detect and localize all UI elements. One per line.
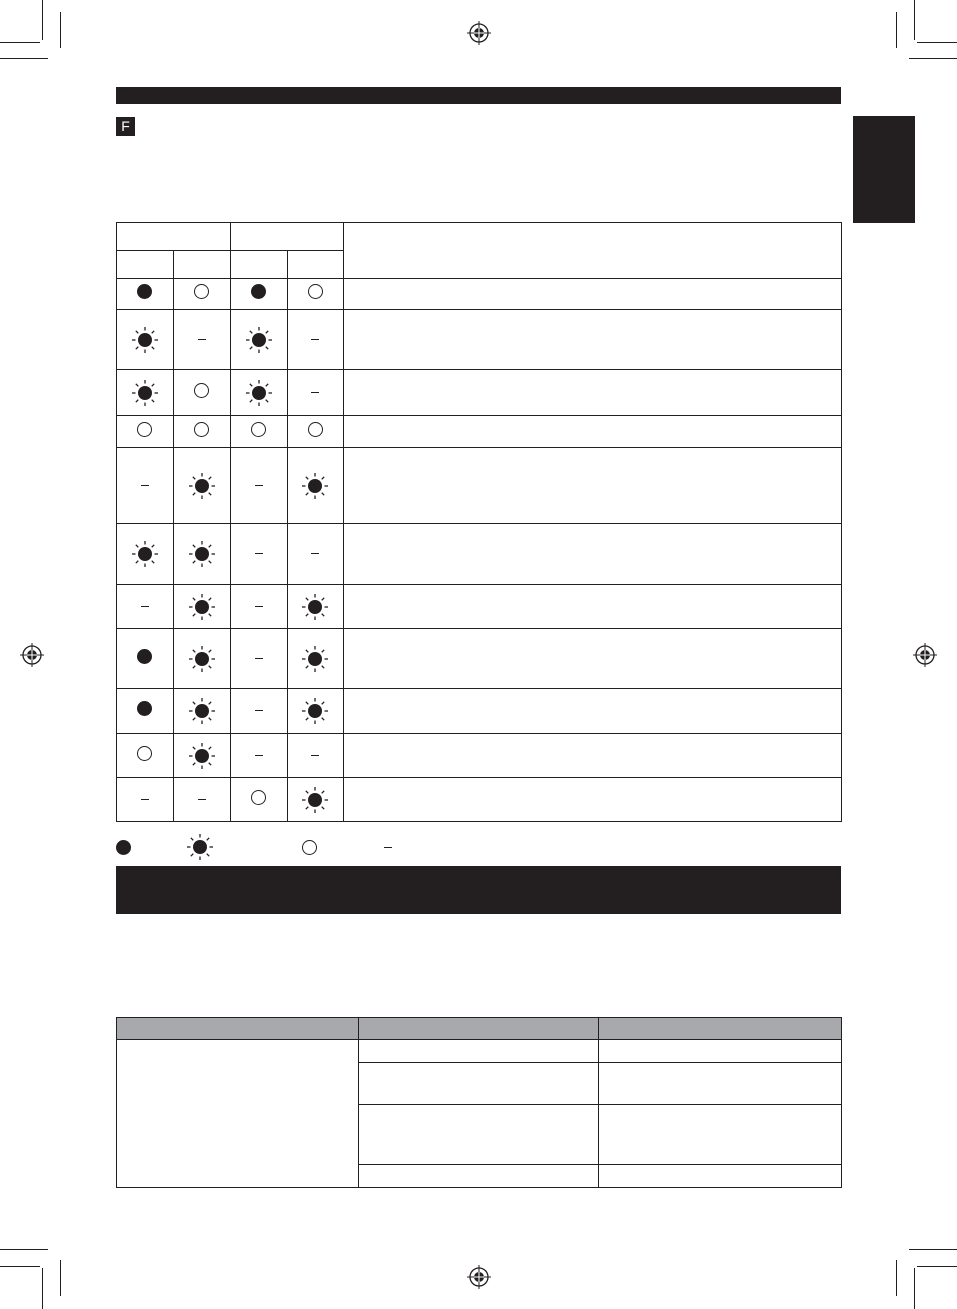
indicator-cell <box>287 778 343 822</box>
indicator-cell <box>173 310 230 370</box>
indicator-cell <box>173 279 230 310</box>
dash-icon <box>198 339 206 340</box>
subheader-cell <box>230 251 287 279</box>
blinking-indicator-icon <box>301 786 329 814</box>
blinking-indicator-icon <box>301 472 329 500</box>
open-circle-icon <box>251 790 266 805</box>
open-circle-icon <box>251 422 266 437</box>
header-cell <box>117 1018 359 1040</box>
indicator-status-table <box>116 222 842 822</box>
indicator-cell <box>117 279 174 310</box>
indicator-cell <box>173 778 230 822</box>
description-cell <box>343 448 841 524</box>
table-cell <box>358 1105 599 1165</box>
table-row <box>117 370 842 416</box>
blinking-indicator-icon <box>131 326 159 354</box>
header-cell-group-b <box>230 223 343 251</box>
crop-mark <box>909 1249 957 1250</box>
indicator-cell <box>287 416 343 448</box>
crop-mark <box>914 1268 915 1309</box>
blinking-indicator-icon <box>301 645 329 673</box>
table-row <box>117 416 842 448</box>
filled-circle-icon <box>251 284 266 299</box>
table-row <box>117 524 842 585</box>
open-circle-icon <box>308 284 323 299</box>
dash-icon <box>384 847 392 848</box>
indicator-cell <box>287 689 343 734</box>
indicator-cell <box>230 448 287 524</box>
dash-icon <box>141 485 149 486</box>
table-row <box>117 448 842 524</box>
filled-circle-icon <box>137 649 152 664</box>
indicator-cell <box>173 689 230 734</box>
indicator-cell <box>287 585 343 629</box>
open-circle-icon <box>194 383 209 398</box>
crop-mark <box>896 12 897 48</box>
blinking-indicator-icon <box>188 697 216 725</box>
dash-icon <box>255 485 263 486</box>
open-circle-icon <box>308 422 323 437</box>
crop-mark <box>0 42 40 43</box>
indicator-cell <box>287 734 343 778</box>
legend-item <box>116 836 131 858</box>
header-cell <box>599 1018 842 1040</box>
section-header-bar <box>116 87 841 104</box>
indicator-cell <box>287 370 343 416</box>
blinking-indicator-icon <box>188 593 216 621</box>
indicator-cell <box>287 524 343 585</box>
table-header-row <box>117 1018 842 1040</box>
subheader-cell <box>117 251 174 279</box>
indicator-cell <box>173 448 230 524</box>
table-cell <box>358 1063 599 1105</box>
subheader-cell <box>173 251 230 279</box>
indicator-cell <box>173 524 230 585</box>
section-title-banner <box>116 866 841 914</box>
blinking-indicator-icon <box>131 379 159 407</box>
blinking-indicator-icon <box>131 540 159 568</box>
table-cell <box>599 1165 842 1188</box>
header-cell <box>358 1018 599 1040</box>
indicator-cell <box>230 279 287 310</box>
crop-mark <box>42 1268 43 1309</box>
filled-circle-icon <box>137 284 152 299</box>
crop-mark <box>0 58 48 59</box>
open-circle-icon <box>194 284 209 299</box>
blinking-indicator-icon <box>188 645 216 673</box>
indicator-cell <box>287 448 343 524</box>
indicator-cell <box>230 629 287 689</box>
indicator-cell <box>173 370 230 416</box>
indicator-cell <box>230 734 287 778</box>
table-cell <box>599 1105 842 1165</box>
table-cell <box>599 1063 842 1105</box>
registration-mark-icon <box>467 21 491 45</box>
blinking-indicator-icon <box>188 472 216 500</box>
blinking-indicator-icon <box>301 697 329 725</box>
indicator-cell <box>117 416 174 448</box>
dash-icon <box>311 755 319 756</box>
crop-mark <box>909 58 957 59</box>
indicator-cell <box>287 279 343 310</box>
table-row <box>117 279 842 310</box>
dash-icon <box>311 553 319 554</box>
dash-icon <box>255 606 263 607</box>
header-cell-description <box>343 223 841 279</box>
indicator-cell <box>117 689 174 734</box>
indicator-cell <box>117 370 174 416</box>
filled-circle-icon <box>116 840 131 855</box>
table-row <box>117 629 842 689</box>
crop-mark <box>917 42 957 43</box>
indicator-cell <box>173 629 230 689</box>
dash-icon <box>311 392 319 393</box>
legend-item <box>186 836 214 858</box>
indicator-cell <box>117 629 174 689</box>
indicator-cell <box>230 778 287 822</box>
blinking-indicator-icon <box>245 326 273 354</box>
dash-icon <box>255 553 263 554</box>
blinking-indicator-icon <box>188 742 216 770</box>
indicator-cell <box>287 310 343 370</box>
crop-mark <box>0 1266 40 1267</box>
description-cell <box>343 585 841 629</box>
crop-mark <box>60 1260 61 1296</box>
subheader-cell <box>287 251 343 279</box>
description-cell <box>343 689 841 734</box>
crop-mark <box>896 1260 897 1296</box>
header-cell-group-a <box>117 223 231 251</box>
indicator-cell <box>117 734 174 778</box>
indicator-cell <box>230 689 287 734</box>
legend-item <box>302 836 317 858</box>
indicator-cell <box>117 310 174 370</box>
description-cell <box>343 310 841 370</box>
crop-mark <box>914 0 915 40</box>
indicator-cell <box>117 778 174 822</box>
dash-icon <box>141 606 149 607</box>
indicator-cell <box>173 585 230 629</box>
open-circle-icon <box>302 840 317 855</box>
indicator-cell <box>117 524 174 585</box>
indicator-cell <box>230 524 287 585</box>
description-cell <box>343 629 841 689</box>
registration-mark-icon <box>913 643 937 667</box>
symbol-legend <box>116 836 841 858</box>
open-circle-icon <box>137 422 152 437</box>
side-language-tab <box>853 116 915 223</box>
description-cell <box>343 416 841 448</box>
table-row <box>117 310 842 370</box>
dash-icon <box>198 799 206 800</box>
filled-circle-icon <box>137 701 152 716</box>
indicator-cell <box>173 416 230 448</box>
open-circle-icon <box>137 746 152 761</box>
table-row <box>117 778 842 822</box>
section-letter-badge: F <box>116 117 135 136</box>
crop-mark <box>60 12 61 48</box>
indicator-cell <box>117 585 174 629</box>
legend-item <box>384 836 392 858</box>
indicator-cell <box>230 370 287 416</box>
registration-mark-icon <box>467 1265 491 1289</box>
dash-icon <box>255 658 263 659</box>
crop-mark <box>917 1266 957 1267</box>
description-cell <box>343 370 841 416</box>
description-cell <box>343 524 841 585</box>
indicator-cell <box>230 310 287 370</box>
table-cell <box>599 1040 842 1063</box>
indicator-cell <box>117 448 174 524</box>
table-cell <box>117 1040 359 1188</box>
indicator-cell <box>287 629 343 689</box>
open-circle-icon <box>194 422 209 437</box>
blinking-indicator-icon <box>186 833 214 861</box>
table-row <box>117 689 842 734</box>
indicator-cell <box>230 416 287 448</box>
blinking-indicator-icon <box>301 593 329 621</box>
dash-icon <box>255 755 263 756</box>
dash-icon <box>311 339 319 340</box>
dash-icon <box>255 710 263 711</box>
description-cell <box>343 778 841 822</box>
dash-icon <box>141 799 149 800</box>
indicator-cell <box>173 734 230 778</box>
description-cell <box>343 734 841 778</box>
table-cell <box>358 1040 599 1063</box>
table-cell <box>358 1165 599 1188</box>
crop-mark <box>0 1249 48 1250</box>
table-row <box>117 734 842 778</box>
blinking-indicator-icon <box>245 379 273 407</box>
indicator-cell <box>230 585 287 629</box>
table-header-row <box>117 223 842 251</box>
crop-mark <box>42 0 43 40</box>
description-cell <box>343 279 841 310</box>
blinking-indicator-icon <box>188 540 216 568</box>
table-row <box>117 1040 842 1063</box>
registration-mark-icon <box>20 643 44 667</box>
table-row <box>117 585 842 629</box>
spec-table <box>116 1017 842 1188</box>
